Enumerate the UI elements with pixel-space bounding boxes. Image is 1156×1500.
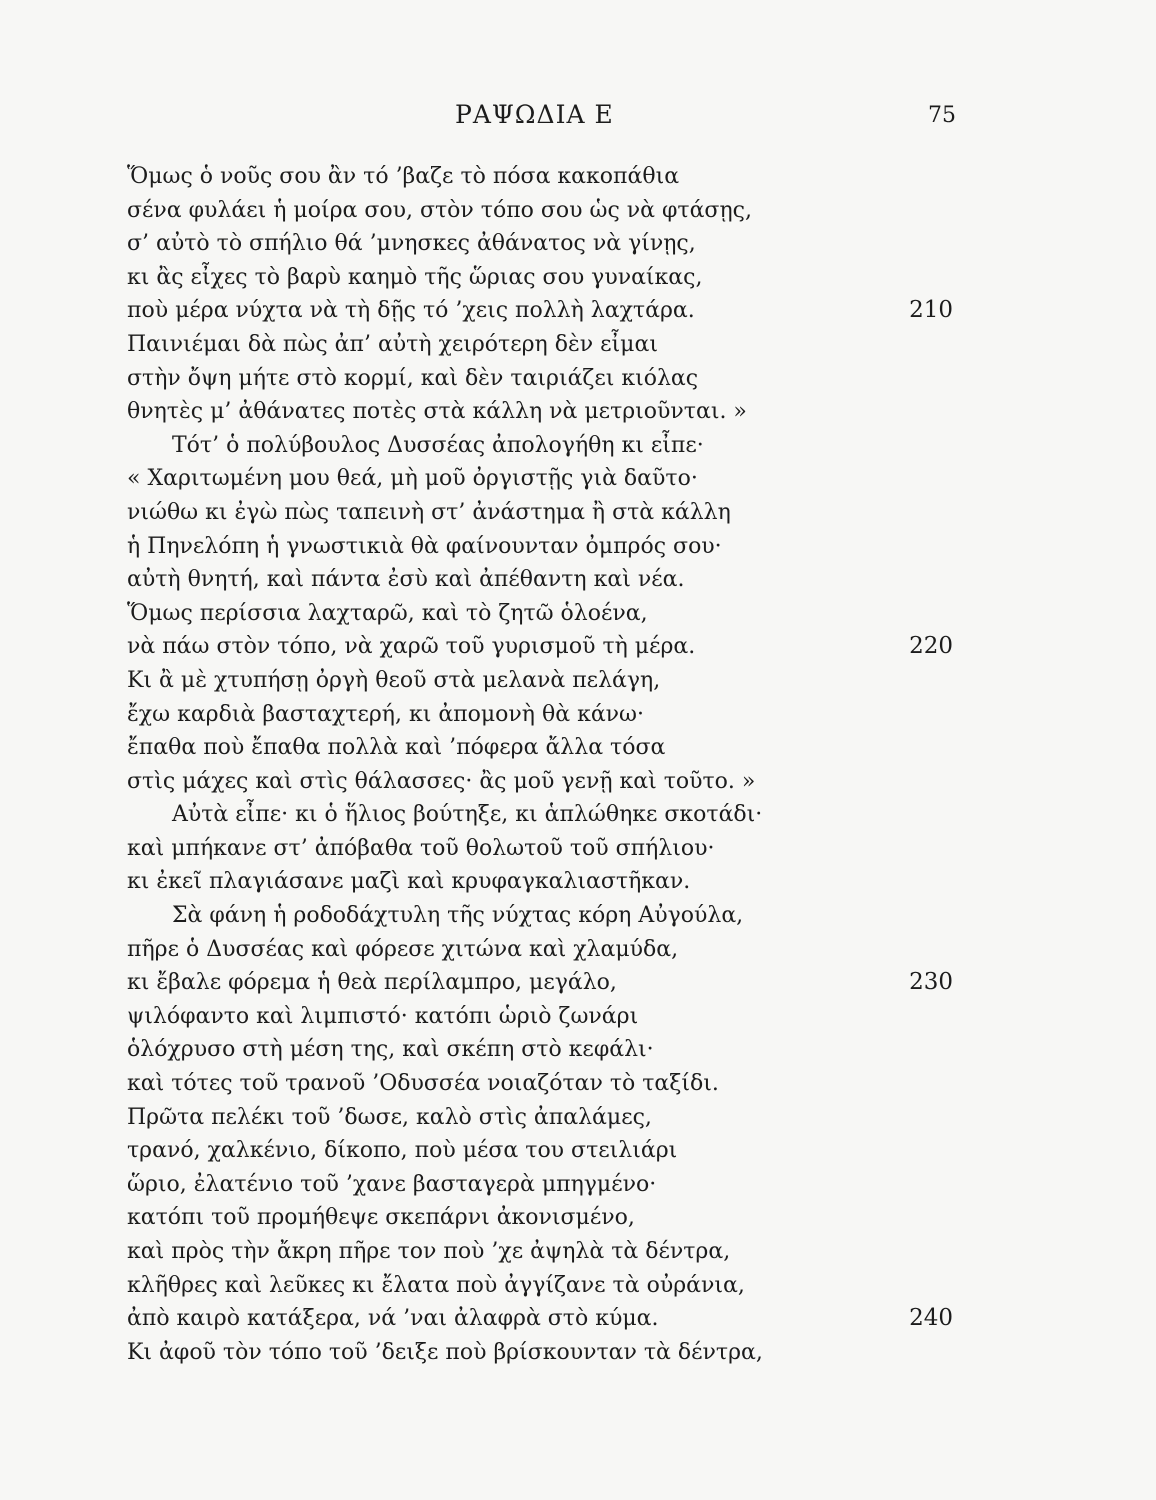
verse-text: ψιλόφαντο καὶ λιμπιστό· κατόπι ὡριὸ ζωνάρι (127, 1003, 639, 1029)
verse-line (127, 1168, 967, 1202)
verse-line (127, 731, 967, 765)
verse-text: πῆρε ὁ Δυσσέας καὶ φόρεσε χιτώνα καὶ χλαμύδα, (127, 936, 679, 962)
poem-text (127, 160, 967, 1369)
verse-text: σ’ αὐτὸ τὸ σπήλιο θά ’μνησκες ἀθάνατος νὰ γίνῃς, (127, 231, 696, 257)
page-number: 75 (928, 103, 956, 128)
verse-text: Αὐτὰ εἶπε· κι ὁ ἥλιος βούτηξε, κι ἁπλώθηκε σκοτάδι· (172, 802, 763, 828)
verse-text: νιώθω κι ἐγὼ πὼς ταπεινὴ στ’ ἀνάστημα ἢ στὰ κάλλη (127, 499, 731, 525)
verse-line (127, 563, 967, 597)
verse-text: κλῆθρες καὶ λεῦκες κι ἔλατα ποὺ ἀγγίζανε τὰ οὐράνια, (127, 1272, 745, 1298)
line-number: 210 (909, 297, 953, 324)
verse-text: Πρῶτα πελέκι τοῦ ’δωσε, καλὸ στὶς ἀπαλάμες, (127, 1104, 652, 1130)
verse-line (127, 496, 967, 530)
verse-text: ἀπὸ καιρὸ κατάξερα, νά ’ναι ἀλαφρὰ στὸ κύμα. (127, 1306, 659, 1332)
verse-line (127, 362, 967, 396)
verse-line (127, 194, 967, 228)
verse-text: ἡ Πηνελόπη ἡ γνωστικιὰ θὰ φαίνουνταν ὀμπρός σου· (127, 533, 722, 559)
verse-text: ἔπαθα ποὺ ἔπαθα πολλὰ καὶ ’πόφερα ἄλλα τόσα (127, 735, 666, 761)
verse-line (127, 328, 967, 362)
verse-line (127, 1000, 967, 1034)
verse-text: καὶ πρὸς τὴν ἄκρη πῆρε τον ποὺ ’χε ἀψηλὰ τὰ δέντρα, (127, 1239, 731, 1264)
verse-text: στὴν ὄψη μήτε στὸ κορμί, καὶ δὲν ταιριάζει κιόλας (127, 365, 699, 391)
verse-text: Ὅμως ὁ νοῦς σου ἂν τό ’βαζε τὸ πόσα κακοπάθια (127, 164, 680, 189)
verse-text: κι ἂς εἶχες τὸ βαρὺ καημὸ τῆς ὥριας σου γυναίκας, (127, 264, 703, 290)
page-header-title: ΡΑΨΩΔΙΑ Ε (455, 100, 614, 129)
verse-line (127, 1101, 967, 1135)
verse-line (127, 160, 967, 194)
verse-text: Τότ’ ὁ πολύβουλος Δυσσέας ἀπολογήθη κι εἶπε· (172, 432, 704, 458)
verse-line (127, 1235, 967, 1269)
verse-text: Ὅμως περίσσια λαχταρῶ, καὶ τὸ ζητῶ ὁλοένα, (127, 600, 648, 626)
verse-text: καὶ μπήκανε στ’ ἀπόβαθα τοῦ θολωτοῦ τοῦ σπήλιου· (127, 835, 715, 861)
verse-text: στὶς μάχες καὶ στὶς θάλασσες· ἂς μοῦ γενῇ καὶ τοῦτο. » (127, 768, 756, 794)
verse-text: κι ἔβαλε φόρεμα ἡ θεὰ περίλαμπρο, μεγάλο, (127, 970, 617, 996)
verse-text: Κι ἀφοῦ τὸν τόπο τοῦ ’δειξε ποὺ βρίσκουνταν τὰ δέντρα, (127, 1339, 763, 1365)
verse-text: αὐτὴ θνητή, καὶ πάντα ἐσὺ καὶ ἀπέθαντη καὶ νέα. (127, 567, 685, 593)
verse-text: νὰ πάω στὸν τόπο, νὰ χαρῶ τοῦ γυρισμοῦ τὴ μέρα. (127, 634, 696, 660)
verse-text: Κι ἂ μὲ χτυπήσῃ ὀργὴ θεοῦ στὰ μελανὰ πελάγη, (127, 667, 661, 693)
verse-line (127, 765, 967, 799)
line-number: 240 (909, 1305, 953, 1332)
verse-line (127, 227, 967, 261)
verse-text: κι ἐκεῖ πλαγιάσανε μαζὶ καὶ κρυφαγκαλιαστῆκαν. (127, 869, 691, 895)
verse-text: Σὰ φάνη ἡ ροδοδάχτυλη τῆς νύχτας κόρη Αὐγούλα, (172, 903, 744, 929)
verse-line (127, 899, 967, 933)
verse-line (127, 395, 967, 429)
verse-line (127, 429, 967, 463)
verse-line (127, 1269, 967, 1303)
verse-line (127, 698, 967, 732)
verse-line (127, 261, 967, 295)
verse-text: σένα φυλάει ἡ μοίρα σου, στὸν τόπο σου ὡς νὰ φτάσῃς, (127, 197, 752, 223)
verse-text: θνητὲς μ’ ἀθάνατες ποτὲς στὰ κάλλη νὰ μετριοῦνται. » (127, 399, 747, 425)
verse-line (127, 630, 967, 664)
verse-line (127, 1033, 967, 1067)
verse-text: κατόπι τοῦ προμήθεψε σκεπάρνι ἀκονισμένο, (127, 1205, 635, 1231)
verse-line (127, 1201, 967, 1235)
verse-line (127, 1134, 967, 1168)
line-number: 230 (909, 969, 953, 996)
verse-text: καὶ τότες τοῦ τρανοῦ ’Οδυσσέα νοιαζόταν τὸ ταξίδι. (127, 1071, 719, 1097)
verse-line (127, 1302, 967, 1336)
verse-text: ἔχω καρδιὰ βασταχτερή, κι ἀπομονὴ θὰ κάνω· (127, 701, 644, 727)
verse-line (127, 832, 967, 866)
verse-line (127, 1067, 967, 1101)
verse-line (127, 1336, 967, 1370)
verse-line (127, 294, 967, 328)
verse-line (127, 530, 967, 564)
verse-text: ὥριο, ἐλατένιο τοῦ ’χανε βασταγερὰ μπηγμένο· (127, 1171, 657, 1197)
verse-line (127, 966, 967, 1000)
verse-text: ὁλόχρυσο στὴ μέση της, καὶ σκέπη στὸ κεφάλι· (127, 1037, 654, 1063)
verse-line (127, 462, 967, 496)
verse-text: « Χαριτωμένη μου θεά, μὴ μοῦ ὀργιστῇς γιὰ δαῦτο· (127, 466, 698, 492)
verse-line (127, 597, 967, 631)
verse-line (127, 933, 967, 967)
verse-line (127, 664, 967, 698)
verse-line (127, 798, 967, 832)
verse-line (127, 865, 967, 899)
verse-text: Παινιέμαι δὰ πὼς ἀπ’ αὐτὴ χειρότερη δὲν εἶμαι (127, 331, 658, 357)
verse-text: τρανό, χαλκένιο, δίκοπο, ποὺ μέσα του στειλιάρι (127, 1138, 678, 1164)
verse-text: ποὺ μέρα νύχτα νὰ τὴ δῇς τό ’χεις πολλὴ λαχτάρα. (127, 298, 695, 324)
line-number: 220 (909, 633, 953, 660)
